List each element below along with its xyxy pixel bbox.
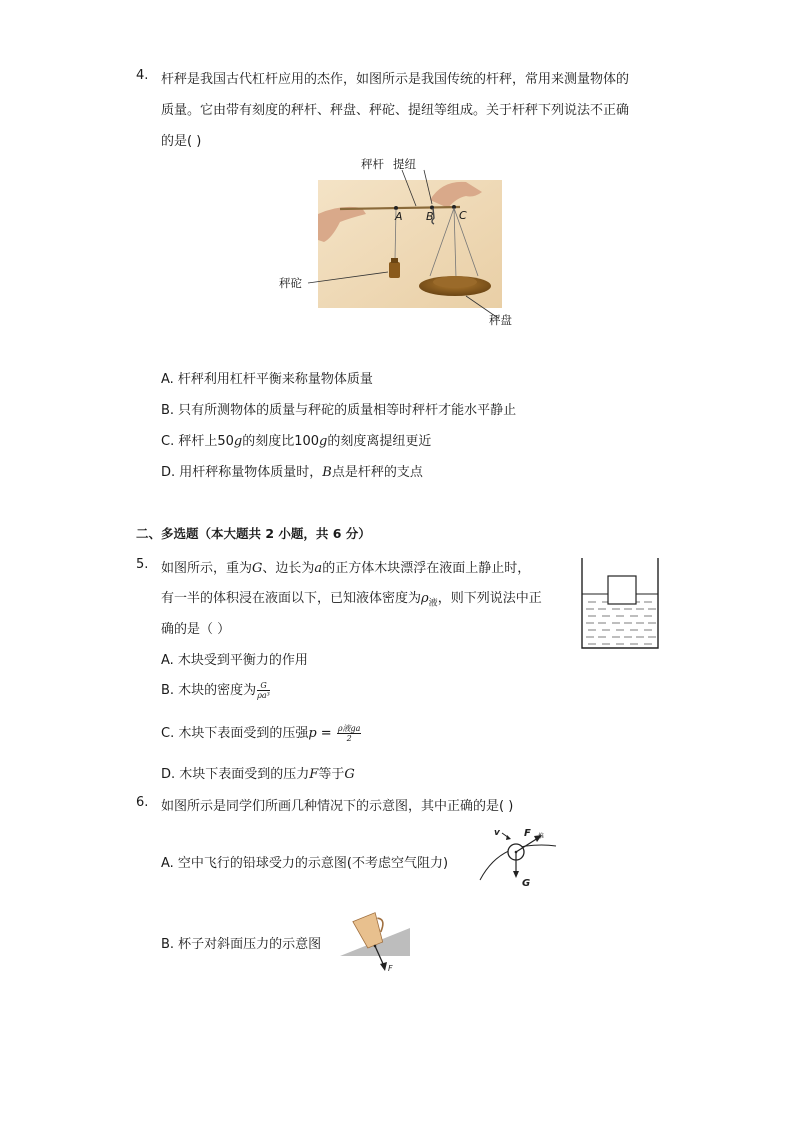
shot-put-figure <box>476 824 560 890</box>
floating-block-figure <box>578 556 662 652</box>
weight-shape <box>389 262 400 278</box>
label-v: v <box>494 828 500 838</box>
steelyard-figure <box>270 152 530 332</box>
q5-option-a: A. 木块受到平衡力的作用 <box>161 653 308 668</box>
q5-option-c: C. 木块下表面受到的压强p = $\frac{\text{ρ液ga}}{2}$ <box>161 724 361 743</box>
wooden-block-shape <box>608 576 636 604</box>
label-push: 推 <box>538 833 545 840</box>
question-5-stem-line3: 确的是（ ） <box>161 622 231 637</box>
question-6-number: 6. <box>136 795 149 810</box>
section-heading: 二、多选题（本大题共 2 小题，共 6 分） <box>136 526 371 541</box>
label-F: F <box>388 964 393 973</box>
q4-option-b: B. 只有所测物体的质量与秤砣的质量相等时秤杆才能水平静止 <box>161 403 517 418</box>
question-5-stem-line2: 有一半的体积浸在液面以下，已知液体密度为$\rho_液$，则下列说法中正 <box>161 591 542 609</box>
q4-option-c: C. 秤杆上50g的刻度比100g的刻度离提纽更近 <box>161 434 432 449</box>
question-5-stem-line1: 如图所示，重为G、边长为a的正方体木块漂浮在液面上静止时， <box>161 561 531 576</box>
question-6-stem: 如图所示是同学们所画几种情况下的示意图，其中正确的是( ) <box>161 799 514 814</box>
question-5-number: 5. <box>136 557 149 572</box>
label-pan: 秤盘 <box>489 313 512 327</box>
question-4-stem-line1: 杆秤是我国古代杠杆应用的杰作，如图所示是我国传统的杆秤，常用来测量物体的 <box>161 72 630 87</box>
q6-option-b: B. 杯子对斜面压力的示意图 <box>161 937 322 952</box>
label-weight: 秤砣 <box>279 276 302 290</box>
label-B: B <box>426 210 434 223</box>
cup-on-incline-figure <box>338 908 416 978</box>
label-G: G <box>522 878 531 889</box>
label-A: A <box>395 210 403 223</box>
label-C: C <box>459 209 467 222</box>
label-knob: 提纽 <box>393 157 416 171</box>
q4-option-d: D. 用杆秤称量物体质量时，B点是杆秤的支点 <box>161 465 423 480</box>
question-4-stem-line2: 质量。它由带有刻度的秤杆、秤盘、秤砣、提纽等组成。关于杆秤下列说法不正确 <box>161 103 630 118</box>
q5-option-d: D. 木块下表面受到的压力F等于G <box>161 767 355 782</box>
q4-option-a: A. 杆秤利用杠杆平衡来称量物体质量 <box>161 372 373 387</box>
label-beam: 秤杆 <box>361 157 384 171</box>
question-4-number: 4. <box>136 68 149 83</box>
liquid-hatching <box>586 602 656 644</box>
question-4-stem-line3: 的是( ) <box>161 134 202 149</box>
label-F: F <box>524 828 531 839</box>
q6-option-a: A. 空中飞行的铅球受力的示意图(不考虑空气阻力) <box>161 856 449 871</box>
q5-option-b: B. 木块的密度为 $\frac{G}{\text{ρa³}}$ <box>161 681 270 700</box>
